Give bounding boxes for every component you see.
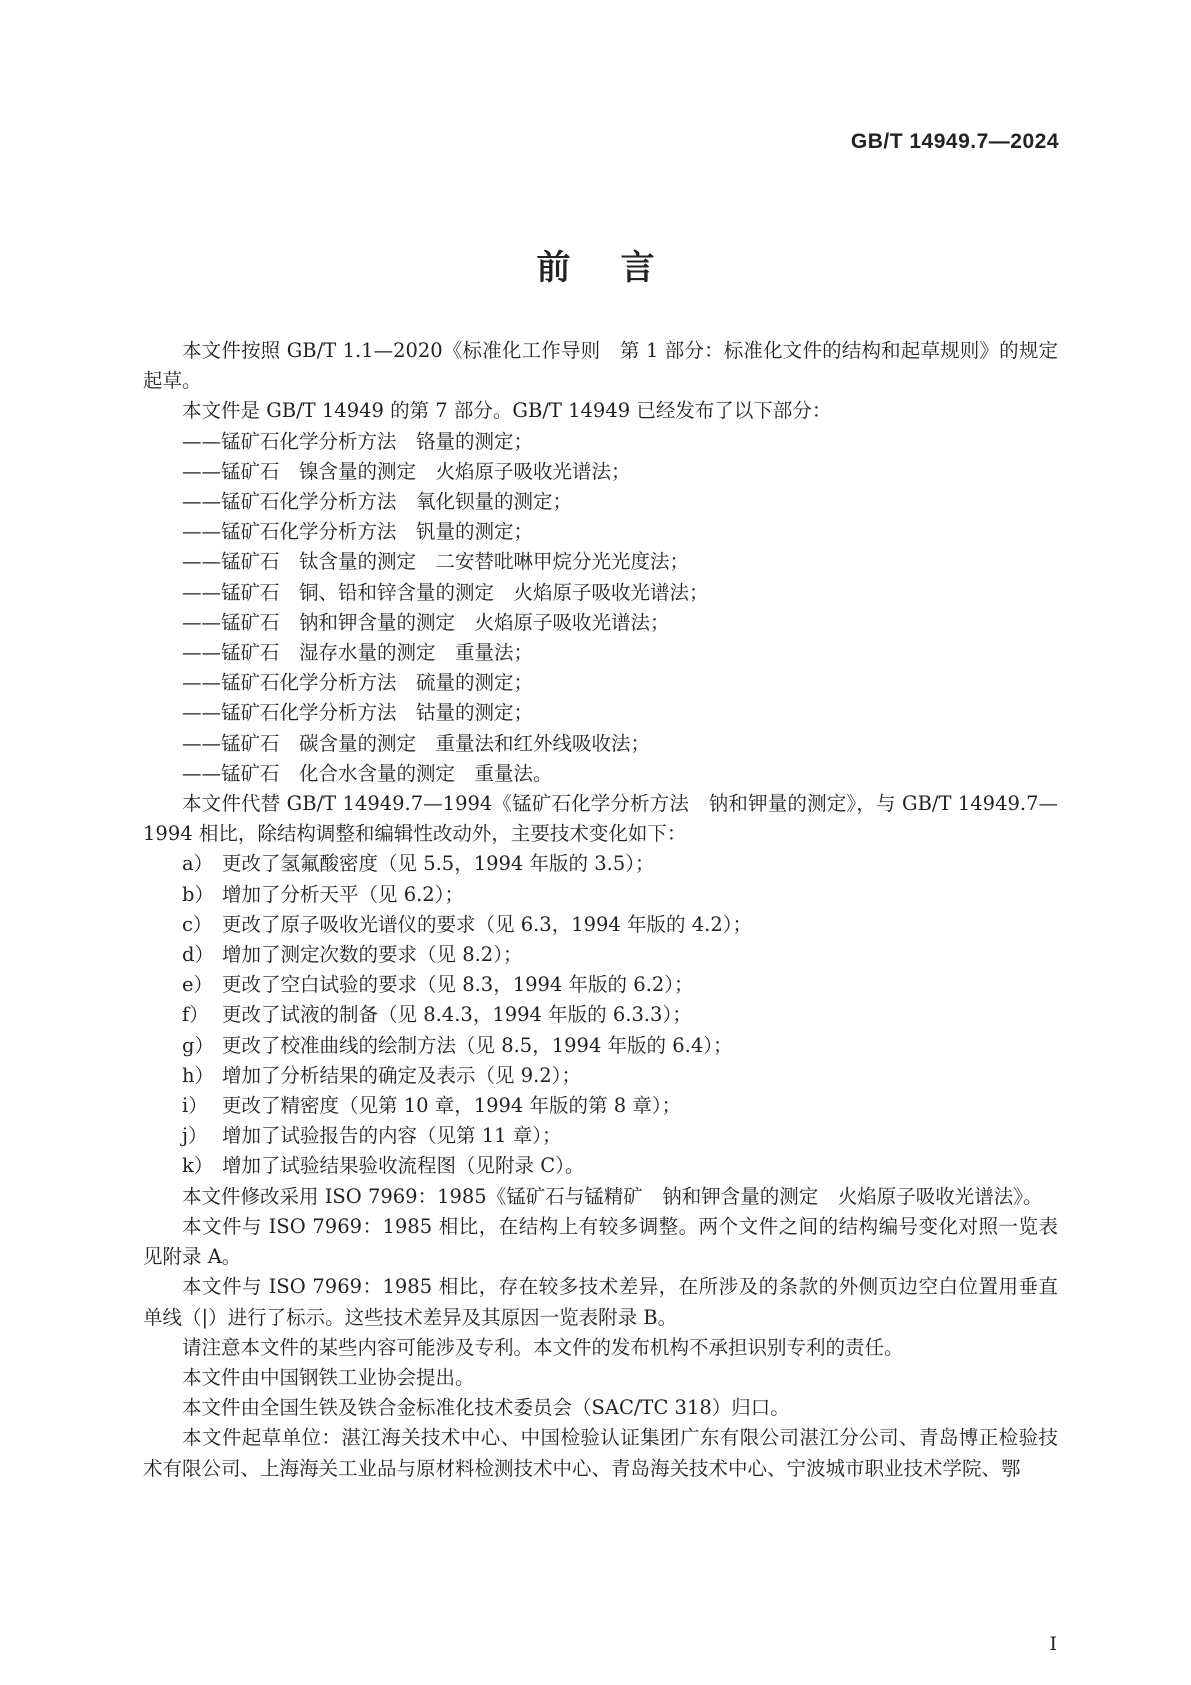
change-label: f） — [182, 1003, 209, 1027]
change-label: g） — [182, 1033, 214, 1057]
change-text: 增加了试验结果验收流程图（见附录 C）。 — [222, 1154, 585, 1178]
parts-list-item: ——锰矿石化学分析方法 钒量的测定； — [182, 520, 534, 544]
change-text: 更改了试液的制备（见 8.4.3，1994 年版的 6.3.3）； — [222, 1003, 692, 1027]
parts-list-item: ——锰矿石化学分析方法 钴量的测定； — [182, 701, 534, 725]
page-title — [0, 240, 1191, 289]
change-text: 增加了试验报告的内容（见第 11 章）； — [222, 1124, 562, 1148]
change-label: i） — [182, 1094, 208, 1118]
change-label: a） — [182, 852, 214, 876]
change-item — [143, 910, 1058, 940]
change-text: 更改了原子吸收光谱仪的要求（见 6.3，1994 年版的 4.2）； — [222, 912, 752, 936]
parts-list-item: ——锰矿石 铜、铅和锌含量的测定 火焰原子吸收光谱法； — [182, 580, 709, 604]
parts-list-item: ——锰矿石 钠和钾含量的测定 火焰原子吸收光谱法； — [182, 610, 670, 634]
change-text: 增加了分析天平（见 6.2）； — [222, 882, 464, 906]
paragraph-patent-notice: 请注意本文件的某些内容可能涉及专利。本文件的发布机构不承担识别专利的责任。 — [182, 1335, 904, 1359]
change-item — [143, 1031, 1058, 1061]
parts-list-item: ——锰矿石 碳含量的测定 重量法和红外线吸收法； — [182, 731, 651, 755]
parts-list-item: ——锰矿石化学分析方法 硫量的测定； — [182, 671, 534, 695]
parts-list-item: ——锰矿石 镍含量的测定 火焰原子吸收光谱法； — [182, 459, 631, 483]
standard-code: GB/T 14949.7—2024 — [850, 130, 1059, 153]
change-label: b） — [182, 882, 214, 906]
parts-list-item: ——锰矿石 钛含量的测定 二安替吡啉甲烷分光光度法； — [182, 550, 690, 574]
change-label: d） — [182, 943, 214, 967]
foreword-body — [143, 336, 1058, 1484]
change-label: j） — [182, 1124, 208, 1148]
change-item — [143, 1121, 1058, 1151]
parts-list-item: ——锰矿石化学分析方法 铬量的测定； — [182, 429, 534, 453]
change-item — [143, 1000, 1058, 1030]
change-item — [143, 1151, 1058, 1181]
parts-list-item: ——锰矿石 湿存水量的测定 重量法； — [182, 641, 534, 665]
paragraph-iso-adoption: 本文件修改采用 ISO 7969：1985《锰矿石与锰精矿 钠和钾含量的测定 火焰原子吸收光谱法》。 — [182, 1184, 1043, 1208]
change-text: 增加了测定次数的要求（见 8.2）； — [222, 943, 523, 967]
paragraph-drafting-rules: 本文件按照 GB/T 1.1—2020《标准化工作导则 第 1 部分：标准化文件的结构和起草规则》的规定起草。 — [143, 339, 1058, 393]
page-number: I — [1049, 1633, 1057, 1655]
change-text: 更改了氢氟酸密度（见 5.5，1994 年版的 3.5）； — [222, 852, 655, 876]
change-item — [143, 970, 1058, 1000]
change-item — [143, 849, 1058, 879]
change-item — [143, 1091, 1058, 1121]
change-item — [143, 1061, 1058, 1091]
paragraph-replacement: 本文件代替 GB/T 14949.7—1994《锰矿石化学分析方法 钠和钾量的测定》，与 GB/T 14949.7—1994 相比，除结构调整和编辑性改动外，主要技术变化如下： — [143, 792, 1058, 846]
parts-list-item: ——锰矿石化学分析方法 氧化钡量的测定； — [182, 490, 573, 514]
change-item — [143, 880, 1058, 910]
title-char-2: 言 — [620, 248, 655, 288]
paragraph-structure-differences: 本文件与 ISO 7969：1985 相比，在结构上有较多调整。两个文件之间的结构编号变化对照一览表见附录 A。 — [143, 1214, 1058, 1269]
change-label: c） — [182, 912, 213, 936]
change-text: 更改了校准曲线的绘制方法（见 8.5，1994 年版的 6.4）； — [222, 1033, 733, 1057]
change-label: e） — [182, 973, 214, 997]
change-text: 增加了分析结果的确定及表示（见 9.2）； — [222, 1063, 581, 1087]
change-label: k） — [182, 1154, 214, 1178]
change-text: 更改了空白试验的要求（见 8.3，1994 年版的 6.2）； — [222, 973, 694, 997]
parts-list-item: ——锰矿石 化合水含量的测定 重量法。 — [182, 761, 553, 785]
change-text: 更改了精密度（见第 10 章，1994 年版的第 8 章）； — [222, 1094, 682, 1118]
change-label: h） — [182, 1063, 215, 1087]
change-item — [143, 940, 1058, 970]
paragraph-committee: 本文件由全国生铁及铁合金标准化技术委员会（SAC/TC 318）归口。 — [182, 1396, 790, 1420]
paragraph-drafting-units: 本文件起草单位：湛江海关技术中心、中国检验认证集团广东有限公司湛江分公司、青岛博正检验技术有限公司、上海海关工业品与原材料检测技术中心、青岛海关技术中心、宁波城市职业技术学院、鄂 — [143, 1426, 1058, 1480]
paragraph-proposer: 本文件由中国钢铁工业协会提出。 — [182, 1365, 475, 1389]
paragraph-part-intro: 本文件是 GB/T 14949 的第 7 部分。GB/T 14949 已经发布了以下部分： — [182, 399, 832, 423]
title-char-1: 前 — [536, 248, 571, 288]
paragraph-technical-differences: 本文件与 ISO 7969：1985 相比，存在较多技术差异，在所涉及的条款的外侧页边空白位置用垂直单线（|）进行了标示。这些技术差异及其原因一览表附录 B。 — [143, 1275, 1058, 1329]
